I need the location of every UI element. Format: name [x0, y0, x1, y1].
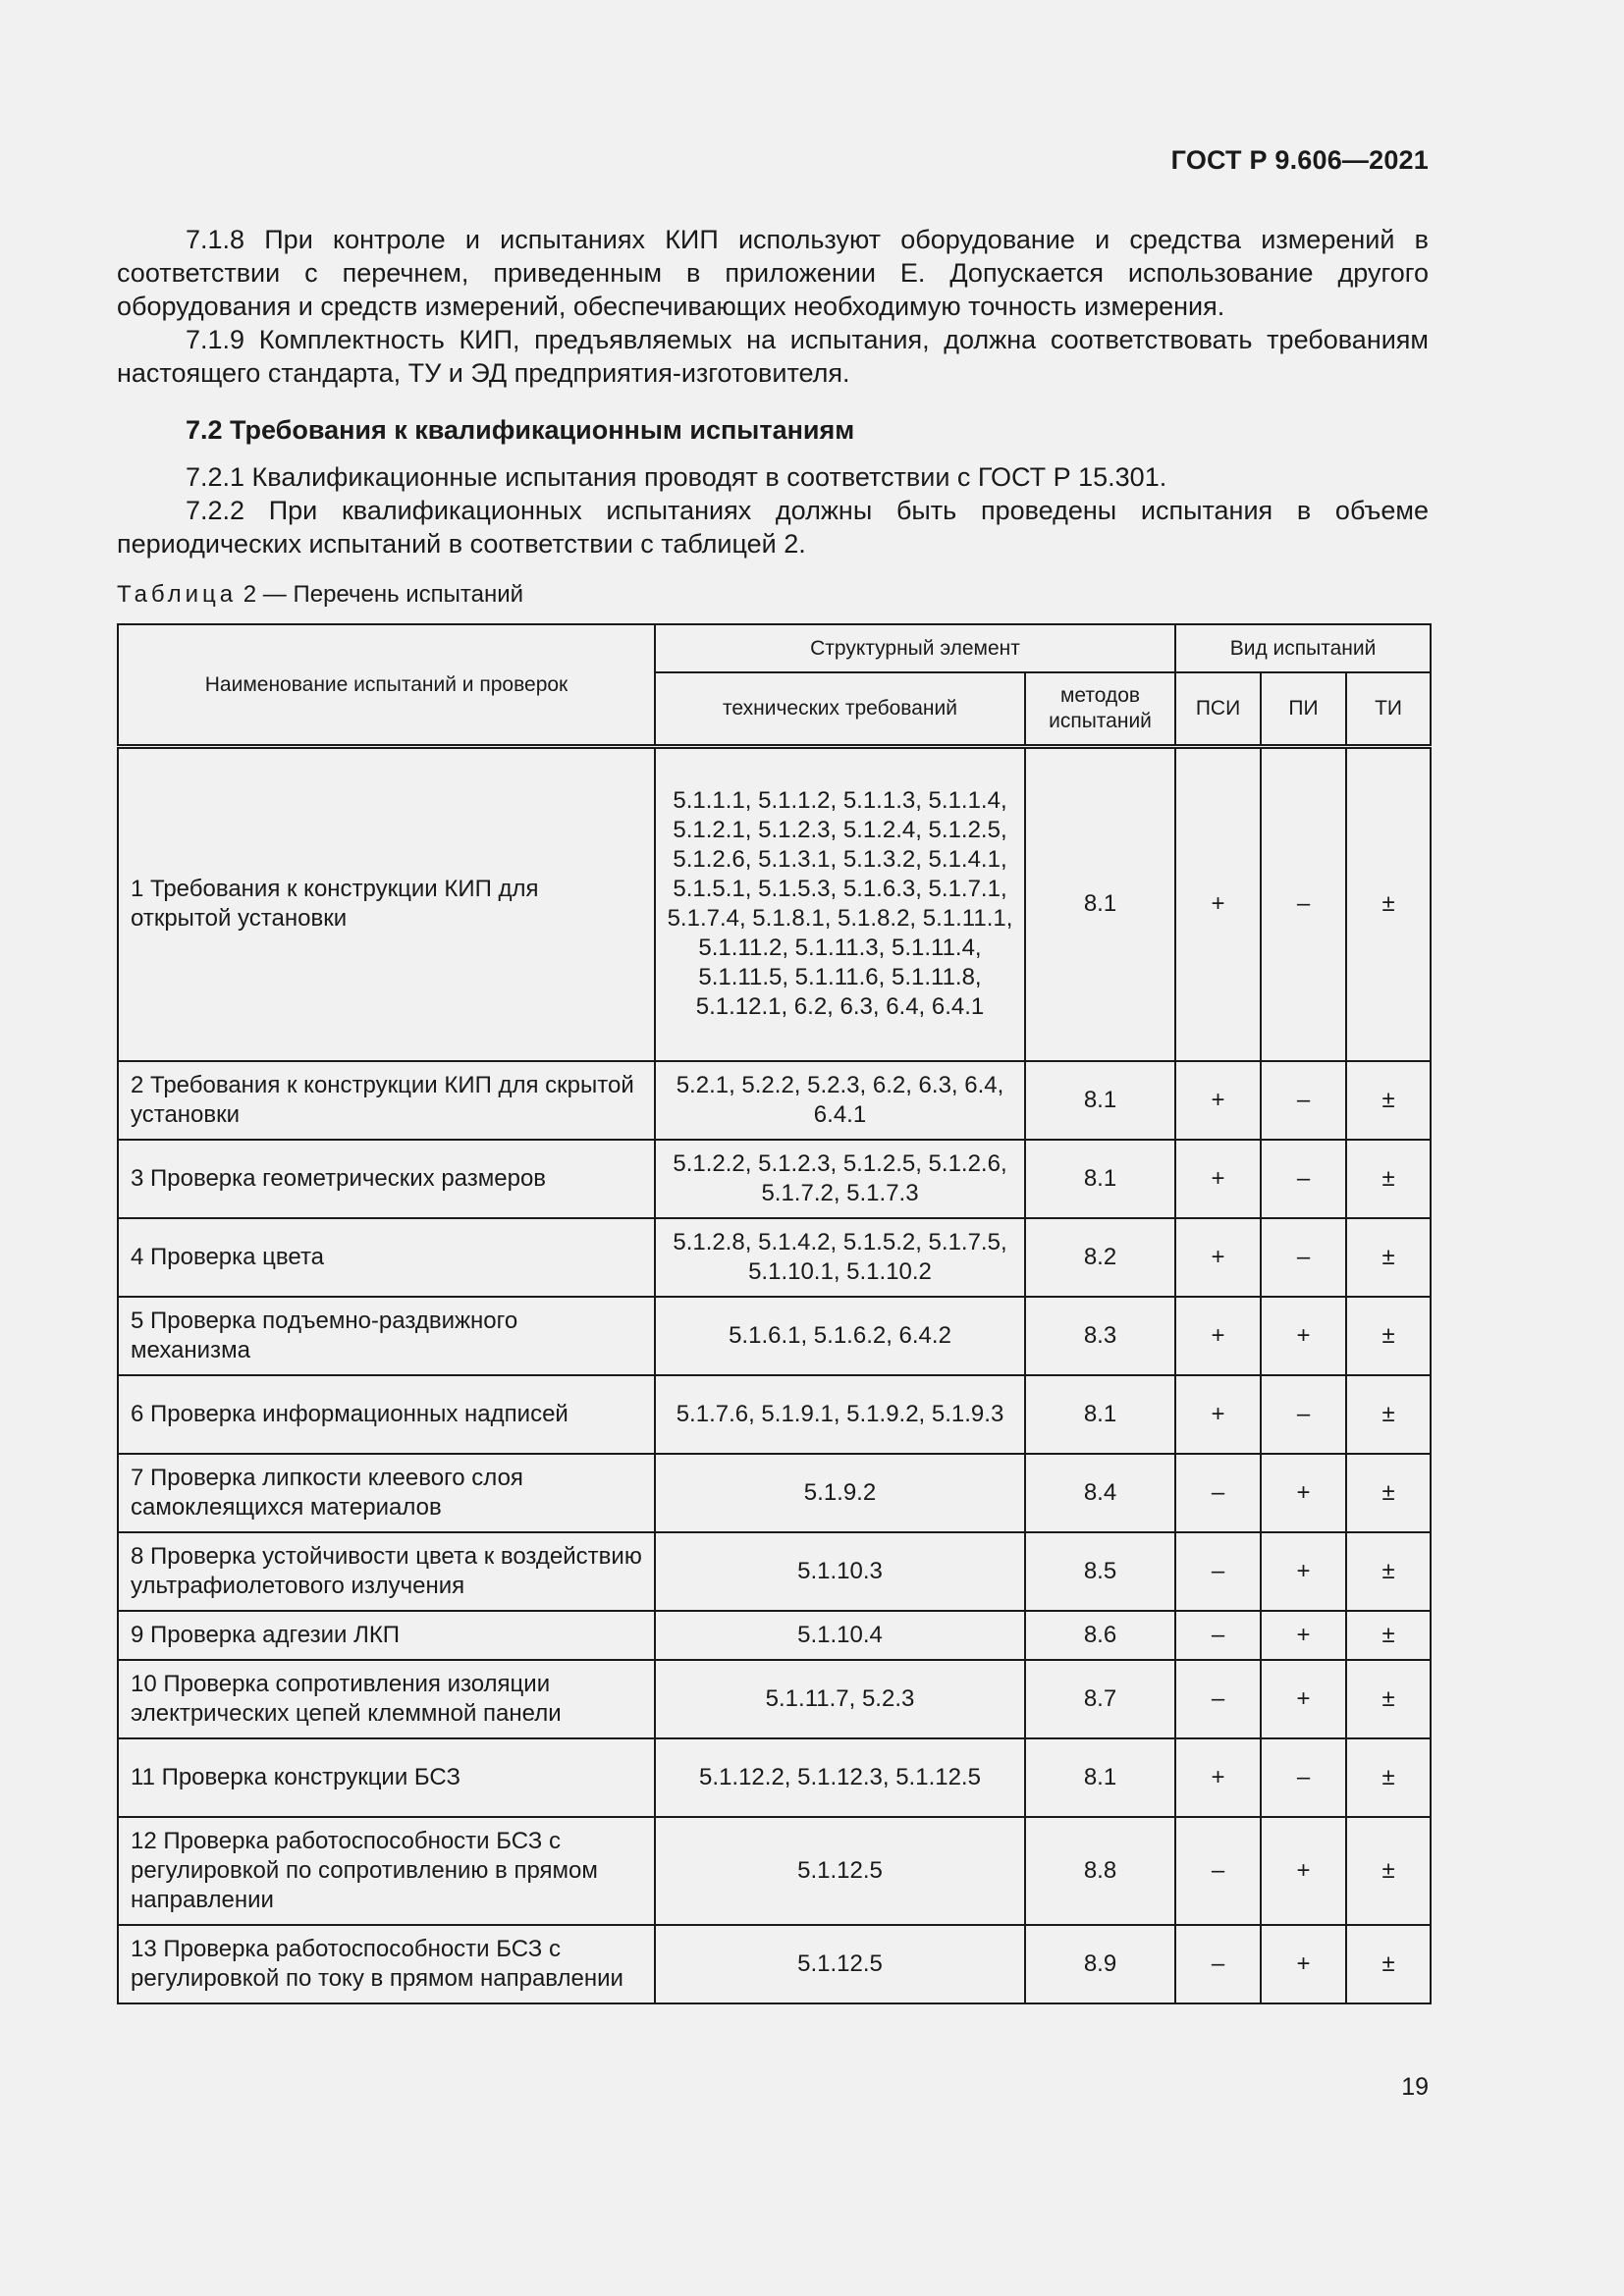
pi-cell: + — [1261, 1297, 1346, 1375]
test-name-cell: 5 Проверка подъемно-раздвижного механизма — [118, 1297, 655, 1375]
pi-cell: + — [1261, 1611, 1346, 1660]
psi-cell: – — [1175, 1611, 1261, 1660]
table-row — [118, 1738, 1431, 1817]
psi-cell: – — [1175, 1925, 1261, 2003]
test-name-cell: 13 Проверка работоспособности БСЗ с регулировкой по току в прямом направлении — [118, 1925, 655, 2003]
paragraph-7-2-2: 7.2.2 При квалификационных испытаниях должны быть проведены испытания в объеме периодических испытаний в соответствии с таблицей 2. — [117, 496, 1429, 559]
document-standard-header: ГОСТ Р 9.606—2021 — [1170, 145, 1429, 175]
psi-cell: + — [1175, 1061, 1261, 1140]
ti-cell: ± — [1346, 1297, 1431, 1375]
table-row — [118, 747, 1431, 1061]
psi-cell: – — [1175, 1817, 1261, 1925]
test-name-cell: 1 Требования к конструкции КИП для открытой установки — [118, 747, 655, 1061]
psi-cell: – — [1175, 1660, 1261, 1738]
test-name-cell: 3 Проверка геометрических размеров — [118, 1140, 655, 1218]
header-ti: ТИ — [1346, 672, 1431, 747]
page-number: 19 — [1401, 2073, 1429, 2101]
psi-cell: + — [1175, 1297, 1261, 1375]
header-test-kind: Вид испытаний — [1175, 624, 1431, 672]
ti-cell: ± — [1346, 1375, 1431, 1454]
table-caption — [117, 581, 523, 609]
test-name-cell: 10 Проверка сопротивления изоляции электрических цепей клеммной панели — [118, 1660, 655, 1738]
method-cell: 8.4 — [1025, 1454, 1175, 1532]
document-body — [117, 223, 1429, 561]
psi-cell: + — [1175, 1375, 1261, 1454]
psi-cell: + — [1175, 1140, 1261, 1218]
pi-cell: – — [1261, 1375, 1346, 1454]
tech-req-cell: 5.1.10.3 — [655, 1532, 1025, 1611]
method-cell: 8.1 — [1025, 1738, 1175, 1817]
header-test-methods: методов испытаний — [1025, 672, 1175, 747]
tech-req-cell: 5.1.2.2, 5.1.2.3, 5.1.2.5, 5.1.2.6, 5.1.7.2, 5.1.7.3 — [655, 1140, 1025, 1218]
test-name-cell: 11 Проверка конструкции БСЗ — [118, 1738, 655, 1817]
test-name-cell: 4 Проверка цвета — [118, 1218, 655, 1297]
tech-req-cell: 5.1.1.1, 5.1.1.2, 5.1.1.3, 5.1.1.4, 5.1.2.1, 5.1.2.3, 5.1.2.4, 5.1.2.5, 5.1.2.6, 5.1.3.1, 5.1.3.2, 5.1.4.1, 5.1.5.1, 5.1.5.3, 5.1.6.3, 5.1.7.1, 5.1.7.4, 5.1.8.1, 5.1.8.2, 5.1.11.1, 5.1.11.2, 5.1.11.3, 5.1.11.4, 5.1.11.5, 5.1.11.6, 5.1.11.8, 5.1.12.1, 6.2, 6.3, 6.4, 6.4.1 — [655, 747, 1025, 1061]
test-name-cell: 9 Проверка адгезии ЛКП — [118, 1611, 655, 1660]
test-name-cell: 2 Требования к конструкции КИП для скрытой установки — [118, 1061, 655, 1140]
tech-req-cell: 5.1.12.5 — [655, 1817, 1025, 1925]
tech-req-cell: 5.1.6.1, 5.1.6.2, 6.4.2 — [655, 1297, 1025, 1375]
pi-cell: + — [1261, 1532, 1346, 1611]
psi-cell: – — [1175, 1532, 1261, 1611]
table-row — [118, 1061, 1431, 1140]
pi-cell: – — [1261, 747, 1346, 1061]
method-cell: 8.1 — [1025, 1140, 1175, 1218]
tech-req-cell: 5.1.11.7, 5.2.3 — [655, 1660, 1025, 1738]
header-psi: ПСИ — [1175, 672, 1261, 747]
table-row — [118, 1454, 1431, 1532]
ti-cell: ± — [1346, 1738, 1431, 1817]
psi-cell: – — [1175, 1454, 1261, 1532]
table-row — [118, 1611, 1431, 1660]
tech-req-cell: 5.1.12.5 — [655, 1925, 1025, 2003]
header-pi: ПИ — [1261, 672, 1346, 747]
method-cell: 8.1 — [1025, 747, 1175, 1061]
paragraph-7-2-1: 7.2.1 Квалификационные испытания проводят в соответствии с ГОСТ Р 15.301. — [186, 462, 1167, 492]
pi-cell: + — [1261, 1817, 1346, 1925]
test-name-cell: 8 Проверка устойчивости цвета к воздействию ультрафиолетового излучения — [118, 1532, 655, 1611]
ti-cell: ± — [1346, 1061, 1431, 1140]
method-cell: 8.5 — [1025, 1532, 1175, 1611]
ti-cell: ± — [1346, 747, 1431, 1061]
table-row — [118, 1532, 1431, 1611]
method-cell: 8.2 — [1025, 1218, 1175, 1297]
psi-cell: + — [1175, 1738, 1261, 1817]
section-heading-7-2: 7.2 Требования к квалификационным испытаниям — [186, 415, 855, 445]
tests-table — [117, 623, 1432, 2004]
tech-req-cell: 5.1.2.8, 5.1.4.2, 5.1.5.2, 5.1.7.5, 5.1.10.1, 5.1.10.2 — [655, 1218, 1025, 1297]
pi-cell: – — [1261, 1738, 1346, 1817]
method-cell: 8.8 — [1025, 1817, 1175, 1925]
ti-cell: ± — [1346, 1660, 1431, 1738]
test-name-cell: 6 Проверка информационных надписей — [118, 1375, 655, 1454]
header-test-name: Наименование испытаний и проверок — [118, 624, 655, 747]
pi-cell: + — [1261, 1925, 1346, 2003]
ti-cell: ± — [1346, 1454, 1431, 1532]
pi-cell: – — [1261, 1218, 1346, 1297]
method-cell: 8.1 — [1025, 1061, 1175, 1140]
ti-cell: ± — [1346, 1611, 1431, 1660]
psi-cell: + — [1175, 747, 1261, 1061]
pi-cell: + — [1261, 1660, 1346, 1738]
header-structural-element: Структурный элемент — [655, 624, 1175, 672]
test-name-cell: 12 Проверка работоспособности БСЗ с регулировкой по сопротивлению в прямом направлении — [118, 1817, 655, 1925]
ti-cell: ± — [1346, 1140, 1431, 1218]
table-caption-word: Таблица — [117, 581, 238, 608]
tech-req-cell: 5.1.9.2 — [655, 1454, 1025, 1532]
ti-cell: ± — [1346, 1817, 1431, 1925]
method-cell: 8.6 — [1025, 1611, 1175, 1660]
psi-cell: + — [1175, 1218, 1261, 1297]
table-row — [118, 1817, 1431, 1925]
method-cell: 8.3 — [1025, 1297, 1175, 1375]
pi-cell: – — [1261, 1061, 1346, 1140]
table-row — [118, 1218, 1431, 1297]
paragraph-7-1-9: 7.1.9 Комплектность КИП, предъявляемых на испытания, должна соответствовать требованиям настоящего стандарта, ТУ и ЭД предприятия-изготовителя. — [117, 325, 1429, 388]
ti-cell: ± — [1346, 1218, 1431, 1297]
ti-cell: ± — [1346, 1925, 1431, 2003]
pi-cell: – — [1261, 1140, 1346, 1218]
table-header — [118, 624, 1431, 747]
table-body — [118, 747, 1431, 2003]
ti-cell: ± — [1346, 1532, 1431, 1611]
tech-req-cell: 5.1.7.6, 5.1.9.1, 5.1.9.2, 5.1.9.3 — [655, 1375, 1025, 1454]
table-caption-text: 2 — Перечень испытаний — [243, 581, 524, 608]
method-cell: 8.7 — [1025, 1660, 1175, 1738]
header-tech-requirements: технических требований — [655, 672, 1025, 747]
table-row — [118, 1297, 1431, 1375]
tech-req-cell: 5.2.1, 5.2.2, 5.2.3, 6.2, 6.3, 6.4, 6.4.1 — [655, 1061, 1025, 1140]
table-row — [118, 1375, 1431, 1454]
method-cell: 8.1 — [1025, 1375, 1175, 1454]
method-cell: 8.9 — [1025, 1925, 1175, 2003]
pi-cell: + — [1261, 1454, 1346, 1532]
test-name-cell: 7 Проверка липкости клеевого слоя самоклеящихся материалов — [118, 1454, 655, 1532]
table-row — [118, 1925, 1431, 2003]
paragraph-7-1-8: 7.1.8 При контроле и испытаниях КИП используют оборудование и средства измерений в соответствии с перечнем, приведенным в приложении Е. Допускается использование другого оборудования и средств измерений, обеспечивающих необходимую точность измерения. — [117, 225, 1429, 321]
table-row — [118, 1140, 1431, 1218]
table-row — [118, 1660, 1431, 1738]
tech-req-cell: 5.1.10.4 — [655, 1611, 1025, 1660]
tech-req-cell: 5.1.12.2, 5.1.12.3, 5.1.12.5 — [655, 1738, 1025, 1817]
